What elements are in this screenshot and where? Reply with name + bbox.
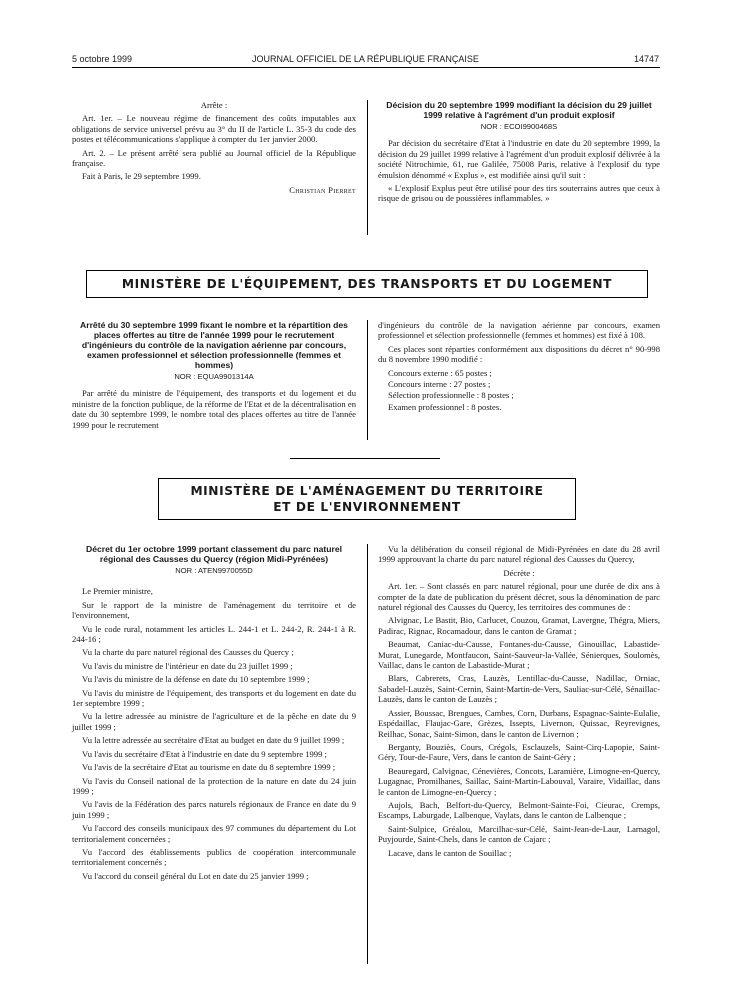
decision-title: Décision du 20 septembre 1999 modifiant la décision du 29 juillet 1999 relative à l'agrément d'un produit explosif [386, 100, 652, 120]
arrete-title: Arrêté du 30 septembre 1999 fixant le nombre et la répartition des places offertes au titre de l'année 1999 pour le recrutement d'ingénieurs du contrôle de la navigation aérienne par concours, examen professionnel et sélection professionnelle (femmes et hommes) [80, 320, 348, 370]
list-item: Examen professionnel : 8 postes. [388, 401, 502, 412]
list-item: Concours interne : 27 postes ; [388, 379, 491, 390]
header-rule [72, 67, 660, 68]
decision-paragraph-1: Par décision du secrétaire d'Etat à l'industrie en date du 20 septembre 1999, la décision du 29 juillet 1999 relative à l'agrément d'un produit explosif délivrée à la société Nitrochimie, 61, rue Galilée, 75008 Paris, relative à l'explosif du type émulsion dénommé « Explus », est modifiée ainsi qu'il suit : [378, 138, 660, 180]
section3-left-column [72, 544, 356, 884]
ministry-banner-amenagement [158, 478, 576, 520]
decision-paragraph-2: « L'explosif Explus peut être utilisé pour des tirs souterrains autres que ceux à risque de grisou ou de poussières inflammables. » [378, 183, 660, 204]
arrete-paragraph-1: Par arrêté du ministre de l'équipement, des transports et du logement et du ministre de la fonction publique, de la réforme de l'Etat et de la décentralisation en date du 30 septembre 1999, le nombre total des places offertes au titre de l'année 1999 pour le recrutement [72, 388, 356, 430]
decret-visa: Vu l'accord du conseil général du Lot en date du 25 janvier 1999 ; [82, 870, 309, 881]
canton-list-item: Berganty, Bouziès, Cours, Crégols, Esclauzels, Saint-Cirq-Lapopie, Saint-Géry, Tour-de-Faure, Vers, dans le canton de Saint-Géry ; [378, 741, 660, 763]
canton-list-item: Beaumat, Caniac-du-Causse, Fontanes-du-Causse, Ginouillac, Labastide-Murat, Lunegarde, Montfaucon, Saint-Sauveur-la-Vallée, Sénierques, Soulomès, Vaillac, dans le canton de Labastide-Murat ; [378, 639, 660, 671]
list-item: Sélection professionnelle : 8 postes ; [388, 390, 514, 401]
decret-visa: Vu l'avis du ministre de l'équipement, des transports et du logement en date du 1er septembre 1999 ; [72, 687, 356, 709]
header-page-number: 14747 [633, 54, 659, 64]
decrete-label: Décrète : [503, 567, 535, 578]
header-journal-title: JOURNAL OFFICIEL DE LA RÉPUBLIQUE FRANÇAISE [252, 54, 479, 64]
decret-visa: Le Premier ministre, [82, 586, 153, 597]
decret-visa: Vu le code rural, notamment les articles L. 244-1 et L. 244-2, R. 244-1 à R. 244-16 ; [72, 623, 356, 645]
decret-visa: Vu l'avis de la Fédération des parcs naturels régionaux de France en date du 9 juin 1999 ; [72, 799, 356, 820]
canton-list-item: Blars, Cabrerets, Cras, Lauzès, Lentillac-du-Causse, Nadillac, Orniac, Sabadel-Lauzès, Saint-Cernin, Saint-Martin-de-Vers, Sauliac-sur-Célé, Sénaillac-Lauzès, dans le canton de Lauzès ; [378, 673, 660, 705]
fait-a-paris: Fait à Paris, le 29 septembre 1999. [82, 171, 201, 182]
arrete-repartition: Ces places sont réparties conformément aux dispositions du décret n° 90-998 du 8 novembre 1990 modifié : [378, 343, 660, 365]
column-divider [367, 100, 368, 235]
section2-left-column [72, 320, 356, 433]
decision-nor: NOR : ECOI9900468S [480, 122, 558, 131]
canton-list-item: Beauregard, Calvignac, Cénevières, Concots, Laramière, Limogne-en-Quercy, Lugagnac, Promilhanes, Saillac, Saint-Martin-Labouval, Varaire, Vidaillac, dans le canton de Limogne-en-Quercy ; [378, 765, 660, 797]
decret-visa: Vu l'avis du ministre de l'intérieur en date du 23 juillet 1999 ; [82, 660, 293, 671]
list-item: Concours externe : 65 postes ; [388, 367, 492, 378]
ministry-banner-text: MINISTÈRE DE L'ÉQUIPEMENT, DES TRANSPORTS ET DU LOGEMENT [121, 277, 613, 291]
decret-nor: NOR : ATEN9970055D [175, 566, 253, 575]
arrete-nor: NOR : EQUA9901314A [174, 372, 254, 381]
column-divider [367, 544, 368, 964]
decret-title: Décret du 1er octobre 1999 portant classement du parc naturel régional des Causses du Quercy (région Midi-Pyrénées) [86, 544, 342, 564]
decret-visa: Vu l'accord des conseils municipaux des 97 communes du département du Lot territorialement concernées ; [72, 823, 356, 844]
decret-visa: Vu l'avis du secrétaire d'Etat à l'industrie en date du 9 septembre 1999 ; [82, 748, 327, 759]
decret-visa: Vu l'avis du ministre de la défense en date du 10 septembre 1999 ; [82, 674, 310, 685]
section1-right-column [378, 100, 660, 207]
article-2: Art. 2. – Le présent arrêté sera publié au Journal officiel de la République française. [72, 147, 356, 169]
decret-visa: Vu l'avis de la secrétaire d'Etat au tourisme en date du 8 septembre 1999 ; [82, 762, 336, 773]
canton-list-item: Aujols, Bach, Belfort-du-Quercy, Belmont-Sainte-Foi, Cieurac, Cremps, Escamps, Laburgade, Lalbenque, Vaylats, dans le canton de Lalbenque ; [378, 799, 660, 821]
canton-list-item: Alvignac, Le Bastit, Bio, Carlucet, Couzou, Gramat, Lavergne, Thégra, Miers, Padirac, Rignac, Rocamadour, dans le canton de Gramat ; [378, 615, 660, 636]
column-divider [367, 320, 368, 440]
canton-list-item: Saint-Sulpice, Gréalou, Marcilhac-sur-Célé, Saint-Jean-de-Laur, Larnagol, Puyjourde, Saint-Chels, dans le canton de Cajarc ; [378, 823, 660, 845]
signature: Christian Pierret [289, 184, 356, 195]
section3-right-column [378, 544, 660, 861]
ministry-banner-equipement [86, 270, 648, 298]
decret-deliberation: Vu la délibération du conseil régional de Midi-Pyrénées en date du 28 avril 1999 approuvant la charte du parc naturel régional des Causses du Quercy, [378, 544, 660, 565]
arrete-label: Arrête : [200, 100, 228, 110]
decret-visa: Vu l'avis du Conseil national de la protection de la nature en date du 24 juin 1999 ; [72, 775, 356, 796]
decret-visa: Vu la lettre adressée au secrétaire d'Etat au budget en date du 9 juillet 1999 ; [82, 735, 345, 746]
article-1: Art. 1er. – Le nouveau régime de financement des coûts imputables aux obligations de service universel prévu au 3° du II de l'article L. 35-3 du code des postes et télécommunications s'applique à compter du 1er janvier 2000. [72, 113, 356, 145]
ministry-banner-line-1: MINISTÈRE DE L'AMÉNAGEMENT DU TERRITOIRE [190, 484, 544, 498]
decret-article-1: Art. 1er. – Sont classés en parc naturel régional, pour une durée de dix ans à compter de la date de publication du présent décret, sous la dénomination de parc naturel régional des Causses du Quercy, les territoires des communes de : [378, 581, 660, 613]
canton-list-item: Lacave, dans le canton de Souillac ; [388, 847, 512, 858]
decret-visa: Sur le rapport de la ministre de l'aménagement du territoire et de l'environnement, [72, 599, 356, 621]
section2-right-column [378, 320, 660, 413]
decret-visa: Vu la charte du parc naturel régional des Causses du Quercy ; [82, 647, 294, 658]
ministry-banner-line-2: ET DE L'ENVIRONNEMENT [273, 500, 461, 514]
section-separator [290, 458, 440, 459]
canton-list-item: Assier, Boussac, Brengues, Cambes, Corn, Durbans, Espagnac-Sainte-Eulalie, Espédaillac, Flaujac-Gare, Grèzes, Issepts, Livernon, Quissac, Reyrevignes, Reilhac, Sonac, Saint-Simon, dans le canton de Livernon ; [378, 707, 660, 739]
decret-visa: Vu l'accord des établissements publics de coopération intercommunale territorialement concernés ; [72, 846, 356, 868]
decret-visa: Vu la lettre adressée au ministre de l'agriculture et de la pêche en date du 9 juillet 1999 ; [72, 711, 356, 732]
header-date: 5 octobre 1999 [72, 54, 133, 64]
section1-left-column [72, 100, 356, 198]
arrete-continuation: d'ingénieurs du contrôle de la navigation aérienne par concours, examen professionnel et sélection professionnelle (femmes et hommes) est fixé à 108. [378, 320, 660, 341]
